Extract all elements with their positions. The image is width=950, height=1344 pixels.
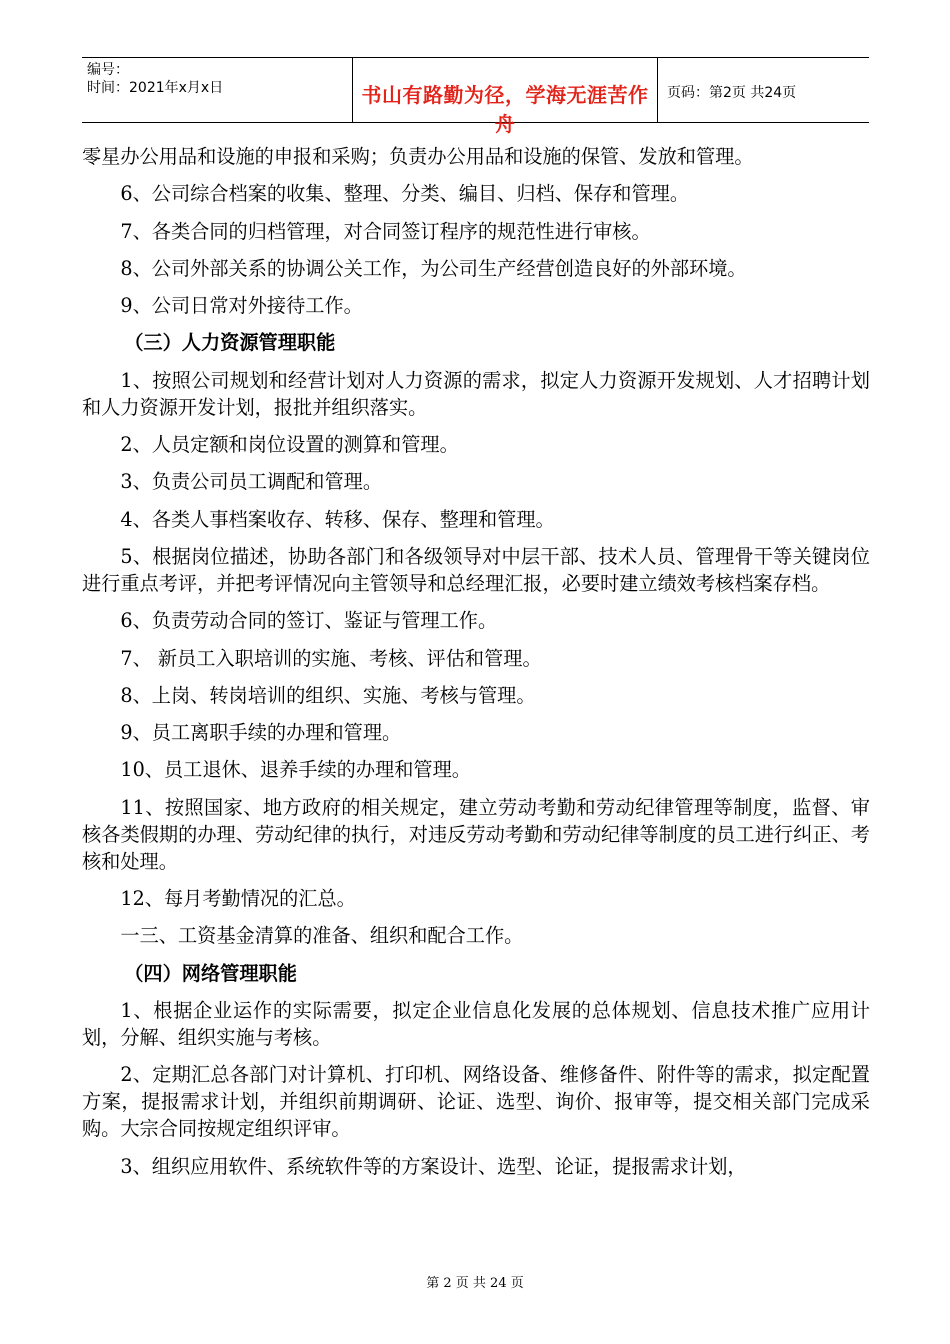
paragraph: 8、上岗、转岗培训的组织、实施、考核与管理。 [120, 683, 536, 707]
paragraph: 2、定期汇总各部门对计算机、打印机、网络设备、维修备件、附件等的需求，拟定配置方案，提报需求计划，并组织前期调研、论证、选型、询价、报审等，提交相关部门完成采购。大宗合同按规定组织评审。 [82, 1063, 870, 1141]
header-page-info: 页码：第2页 共24页 [667, 85, 797, 101]
paragraph: 6、负责劳动合同的签订、鉴证与管理工作。 [120, 609, 498, 633]
paragraph: 12、每月考勤情况的汇总。 [120, 887, 356, 911]
paragraph: 7、各类合同的归档管理，对合同签订程序的规范性进行审核。 [120, 219, 651, 243]
header-meta [87, 61, 272, 97]
paragraph: 6、公司综合档案的收集、整理、分类、编目、归档、保存和管理。 [120, 182, 690, 206]
paragraph: 9、员工离职手续的办理和管理。 [120, 721, 402, 745]
paragraph: 1、根据企业运作的实际需要，拟定企业信息化发展的总体规划、信息技术推广应用计划，分解、组织实施与考核。 [82, 998, 870, 1049]
paragraph: 1、按照公司规划和经营计划对人力资源的需求，拟定人力资源开发规划、人才招聘计划和人力资源开发计划，报批并组织落实。 [82, 368, 870, 419]
paragraph: 7、 新员工入职培训的实施、考核、评估和管理。 [120, 646, 542, 670]
paragraph: 8、公司外部关系的协调公关工作，为公司生产经营创造良好的外部环境。 [120, 256, 747, 280]
section-heading: （四）网络管理职能 [124, 961, 297, 985]
paragraph: 3、负责公司员工调配和管理。 [120, 470, 383, 494]
paragraph: 9、公司日常对外接待工作。 [120, 294, 363, 318]
time-label: 时间：2021年x月x日 [87, 80, 224, 96]
paragraph: 5、根据岗位描述，协助各部门和各级领导对中层干部、技术人员、管理骨干等关键岗位进行重点考评，并把考评情况向主管领导和总经理汇报，必要时建立绩效考核档案存档。 [82, 544, 870, 595]
page-footer: 第 2 页 共 24 页 [426, 1276, 524, 1291]
paragraph: 2、人员定额和岗位设置的测算和管理。 [120, 433, 459, 457]
header-divider [657, 58, 658, 122]
paragraph: 10、员工退休、退养手续的办理和管理。 [120, 758, 471, 782]
paragraph: 一三、工资基金清算的准备、组织和配合工作。 [120, 924, 524, 948]
section-heading: （三）人力资源管理职能 [124, 331, 336, 355]
document-body [82, 143, 870, 1190]
paragraph: 11、按照国家、地方政府的相关规定，建立劳动考勤和劳动纪律管理等制度，监督、审核各类假期的办理、劳动纪律的执行，对违反劳动考勤和劳动纪律等制度的员工进行纠正、考核和处理。 [82, 795, 870, 873]
header-motto: 书山有路勤为径，学海无涯苦作舟 [361, 83, 649, 136]
paragraph: 4、各类人事档案收存、转移、保存、整理和管理。 [120, 507, 555, 531]
paragraph: 零星办公用品和设施的申报和采购；负责办公用品和设施的保管、发放和管理。 [82, 145, 754, 168]
paragraph: 3、组织应用软件、系统软件等的方案设计、选型、论证，提报需求计划， [120, 1154, 747, 1178]
document-header [82, 57, 869, 136]
serial-label: 编号： [87, 62, 129, 78]
